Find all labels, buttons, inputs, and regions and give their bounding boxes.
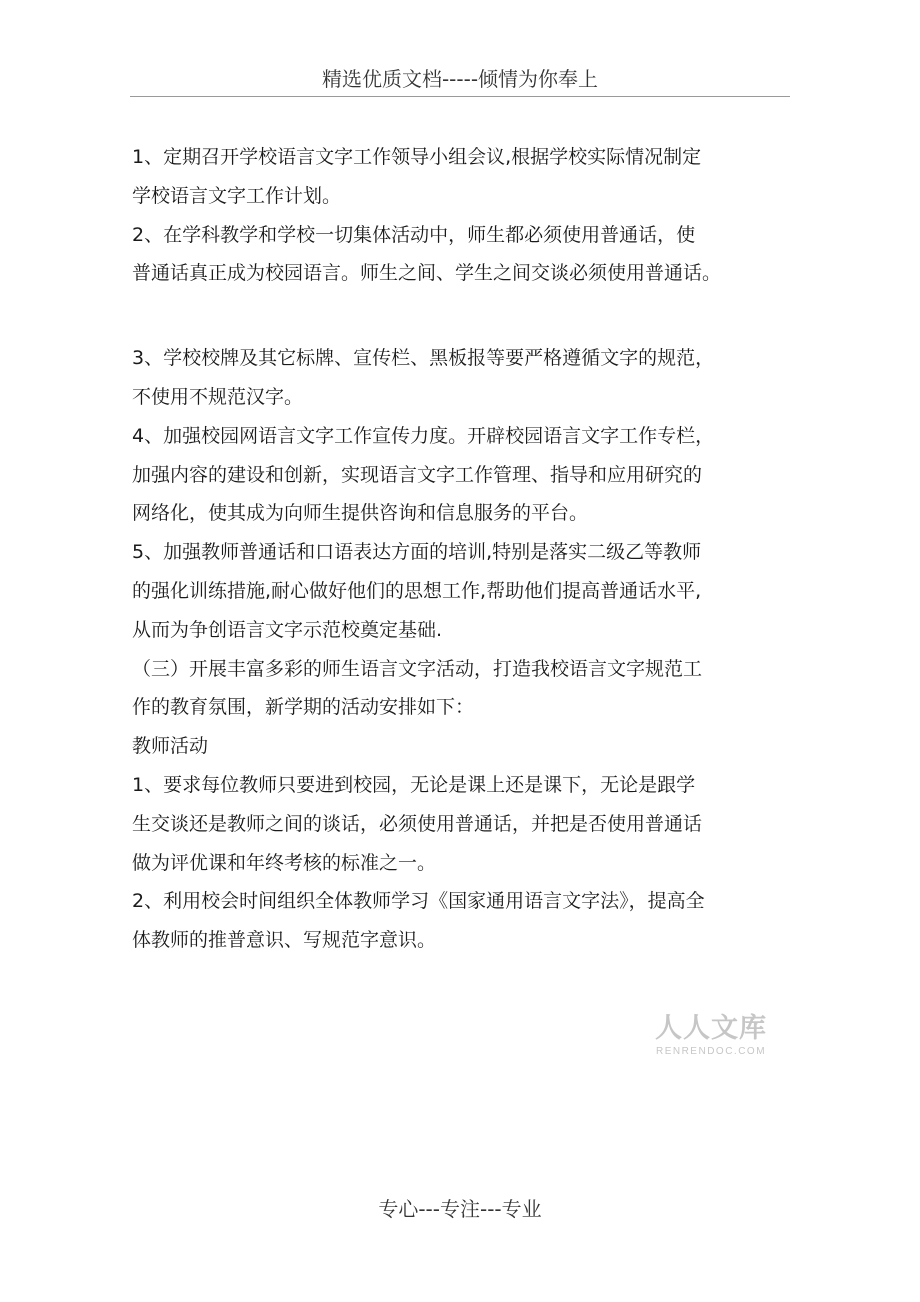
text-line: 1、要求每位教师只要进到校园，无论是课上还是课下，无论是跟学 (132, 773, 696, 796)
text-line: 学校语言文字工作计划。 (132, 184, 342, 207)
paragraph-2 (132, 216, 800, 294)
page-footer (0, 1192, 920, 1226)
text-line: 1、定期召开学校语言文字工作领导小组会议,根据学校实际情况制定 (132, 146, 702, 168)
text-line: 3、学校校牌及其它标牌、宣传栏、黑板报等要严格遵循文字的规范， (132, 347, 715, 370)
paragraph-spacer (132, 293, 800, 339)
text-line: 作的教育氛围，新学期的活动安排如下： (132, 696, 475, 719)
text-line: 4、加强校园网语言文字工作宣传力度。开辟校园语言文字工作专栏， (132, 424, 715, 447)
footer-text: 专心---专注---专业 (378, 1197, 542, 1221)
text-line: 普通话真正成为校园语言。师生之间、学生之间交谈必须使用普通话。 (132, 262, 722, 285)
paragraph-5 (132, 533, 800, 649)
paragraph-teacher-2 (132, 882, 800, 960)
paragraph-4 (132, 417, 800, 533)
text-line: 的强化训练措施,耐心做好他们的思想工作,帮助他们提高普通话水平, (132, 579, 702, 602)
text-line: 2、在学科教学和学校一切集体活动中，师生都必须使用普通话，使 (132, 223, 696, 246)
text-line: 网络化，使其成为向师生提供咨询和信息服务的平台。 (132, 502, 589, 525)
watermark-logo (646, 1012, 776, 1082)
text-line: 不使用不规范汉字。 (132, 385, 304, 408)
text-line: 2、利用校会时间组织全体教师学习《国家通用语言文字法》，提高全 (132, 890, 705, 913)
text-line: 体教师的推普意识、写规范字意识。 (132, 929, 437, 952)
text-line: 从而为争创语言文字示范校奠定基础. (132, 618, 443, 641)
page-header (130, 62, 790, 97)
text-line: 生交谈还是教师之间的谈话，必须使用普通话，并把是否使用普通话 (132, 812, 703, 835)
paragraph-section-3 (132, 650, 800, 728)
paragraph-3 (132, 339, 800, 417)
document-body (132, 138, 800, 960)
text-line: 5、加强教师普通话和口语表达方面的培训,特别是落实二级乙等教师 (132, 541, 702, 564)
watermark-subtitle: RENRENDOC.COM (655, 1046, 767, 1057)
text-line: 加强内容的建设和创新，实现语言文字工作管理、指导和应用研究的 (132, 463, 703, 486)
paragraph-1 (132, 138, 800, 216)
subheading-teacher-activities (132, 727, 800, 766)
paragraph-teacher-1 (132, 766, 800, 882)
text-line: （三）开展丰富多彩的师生语言文字活动，打造我校语言文字规范工 (132, 657, 703, 680)
text-line: 教师活动 (132, 735, 209, 758)
watermark-title: 人人文库 (655, 1013, 767, 1044)
header-title: 精选优质文档-----倾情为你奉上 (321, 67, 599, 91)
text-line: 做为评优课和年终考核的标准之一。 (132, 851, 437, 874)
